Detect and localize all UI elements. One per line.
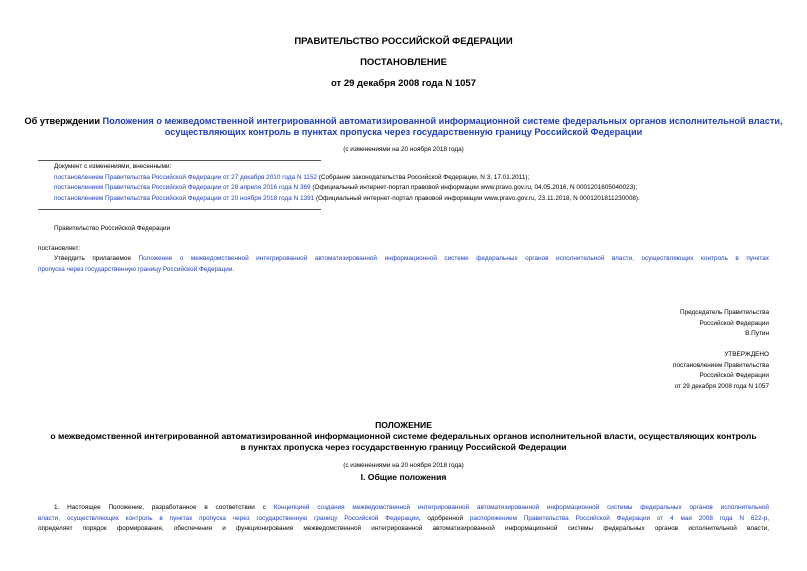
change-item (54, 173, 794, 184)
title-regulation-link[interactable]: Положения о межведомственной интегрированной автоматизированной информационной системе федеральных органов исполнительной власти, (102, 116, 783, 126)
approve-paragraph (38, 254, 769, 275)
government-rf: Правительство Российской Федерации (54, 225, 171, 232)
divider-bottom (38, 209, 321, 210)
approve-prefix: Утвердить прилагаемое (54, 255, 139, 262)
signature-name: В.Путин (745, 330, 769, 337)
change-item (54, 194, 794, 205)
concept-link-cont[interactable]: власти, осуществляющих контроль в пунктах пропуска через государственную границу Российской Федерации (38, 514, 419, 522)
regulation-subtitle-cont: в пунктах пропуска через государственную границу Российской Федерации (240, 442, 567, 452)
decides-text: постановляет: (38, 245, 81, 252)
regulation-amendment-note: (с изменениями на 20 ноября 2018 года) (343, 462, 464, 469)
approve-regulation-link[interactable]: Положение о межведомственной интегрированной автоматизированной информационной системе федеральных органов исполнительной власти, осуществляющих контроль в пунктах (138, 255, 770, 262)
title-regulation-link-cont[interactable]: осуществляющих контроль в пунктах пропуска через государственную границу Российской Федерации (164, 127, 643, 137)
change-link[interactable]: постановлением Правительства Российской Федерации от 20 ноября 2018 года N 1391 (54, 194, 315, 202)
approved-date: от 29 декабря 2008 года N 1057 (674, 382, 769, 390)
change-link[interactable]: постановлением Правительства Российской Федерации от 28 апреля 2016 года N 369 (54, 184, 311, 191)
approved-by: постановлением Правительства (673, 361, 769, 369)
change-source: (Официальный интернет-портал правовой информации www.pravo.gov.ru, 23.11.2018, N 0001201811230008). (314, 194, 640, 202)
section-heading: I. Общие положения (360, 472, 447, 482)
concept-link[interactable]: Концепцией создания межведомственной интегрированной автоматизированной информационной системы федеральных органов исполнительной (273, 504, 769, 511)
regulation-heading (0, 420, 807, 453)
p1-mid: , одобренной (418, 514, 470, 522)
approved-block (469, 350, 769, 392)
changes-intro: Документ с изменениями, внесенными: (54, 163, 172, 170)
document-type: ПОСТАНОВЛЕНИЕ (360, 57, 447, 68)
approve-regulation-link-cont[interactable]: пропуска через государственную границу Российской Федерации (38, 265, 233, 273)
approved-label: УТВЕРЖДЕНО (724, 351, 769, 358)
signature-position: Председатель Правительства (680, 309, 769, 316)
change-source: (Собрание законодательства Российской Федерации, N 3, 17.01.2011); (316, 173, 530, 181)
regulation-title: ПОЛОЖЕНИЕ (375, 420, 432, 430)
changes-list (54, 162, 794, 204)
title-prefix: Об утверждении (24, 116, 103, 126)
signature-block (469, 308, 769, 340)
approved-country: Российской Федерации (699, 372, 769, 379)
change-source: (Официальный интернет-портал правовой информации www.pravo.gov.ru, 04.05.2016, N 0001201605040023); (310, 184, 638, 191)
amendment-note: (с изменениями на 20 ноября 2018 года) (343, 146, 464, 153)
divider-top (38, 160, 321, 161)
signature-country: Российской Федерации (699, 319, 769, 327)
regulation-subtitle: о межведомственной интегрированной автоматизированной информационной системе федеральных органов исполнительной власти, осуществляющих контроль (50, 431, 757, 441)
p1-start: 1. Настоящее Положение, разработанное в соответствии с (54, 504, 274, 511)
change-link[interactable]: постановлением Правительства Российской Федерации от 27 декабря 2010 года N 1152 (54, 173, 317, 181)
document-date-number: от 29 декабря 2008 года N 1057 (330, 78, 476, 89)
order-link[interactable]: распоряжением Правительства Российской Федерации от 4 мая 2008 года N 622-р (469, 514, 768, 522)
approve-suffix: . (232, 265, 235, 273)
change-item (54, 183, 794, 194)
government-heading: ПРАВИТЕЛЬСТВО РОССИЙСКОЙ ФЕДЕРАЦИИ (294, 36, 513, 47)
document-title (0, 116, 807, 138)
paragraph-1 (38, 503, 769, 535)
p1-end: , (767, 514, 769, 522)
p1-line3: определяет порядок формирования, обеспечения и функционирования межведомственной интегрированной автоматизированной информационной системы федеральных органов исполнительной власти, (38, 525, 769, 532)
